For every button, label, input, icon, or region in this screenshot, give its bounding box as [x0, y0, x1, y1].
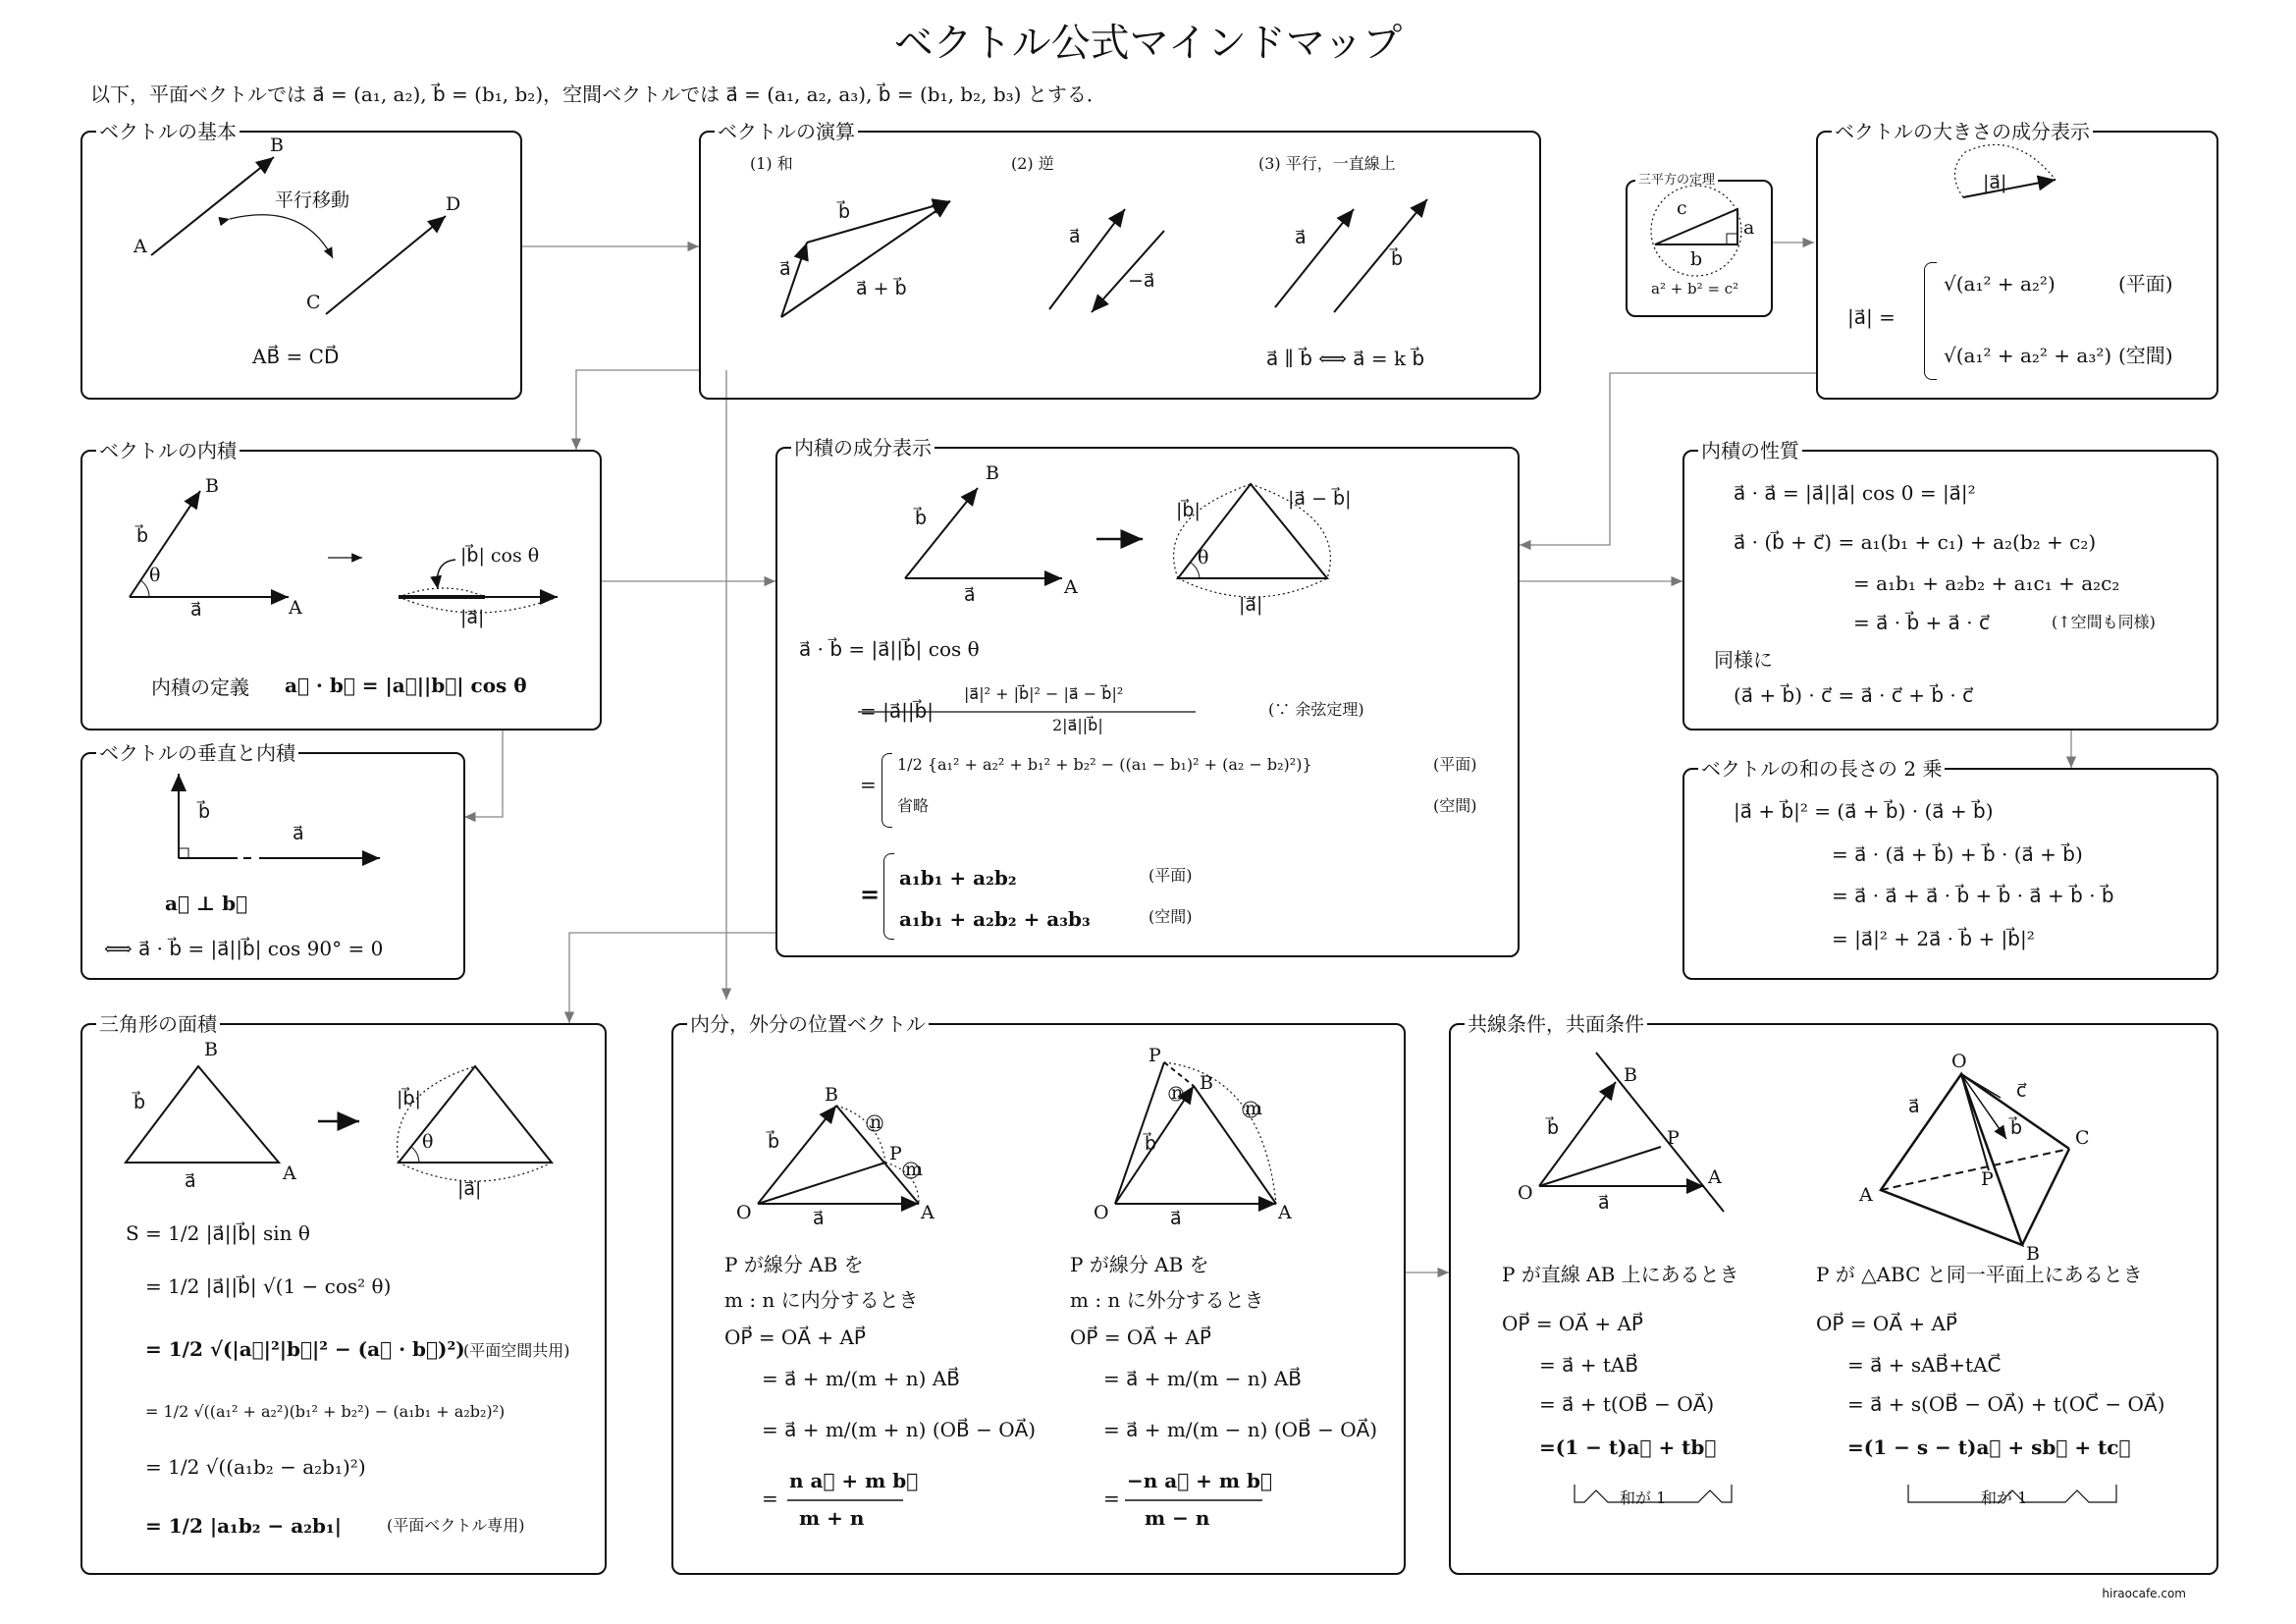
div-int-p: P — [889, 1143, 902, 1164]
page-title: ベクトル公式マインドマップ — [893, 21, 1403, 66]
triangle-area-figure — [82, 1025, 609, 1577]
col-b: B — [1624, 1064, 1637, 1086]
box-division — [671, 1012, 1406, 1575]
cop-p: P — [1981, 1168, 1994, 1190]
div-ext-result-num: −n a⃗ + m b⃗ — [1127, 1469, 1273, 1492]
neg-a-label: a⃗ — [1069, 226, 1081, 247]
division-fraction-bars — [673, 1025, 1408, 1577]
area-line-1: S = 1/2 |a⃗||b⃗| sin θ — [126, 1221, 310, 1245]
col-sum-note: 和が 1 — [1620, 1489, 1667, 1507]
dc-result-space-tag: (空間) — [1148, 907, 1193, 926]
div-ext-result-den: m − n — [1145, 1506, 1210, 1530]
div-int-line-3: OP⃗ = OA⃗ + AP⃗ — [724, 1326, 866, 1349]
box-title-basics: ベクトルの基本 — [96, 120, 240, 143]
box-vector-basics — [80, 120, 522, 400]
dc-line-4-tag: (空間) — [1433, 796, 1477, 815]
cop-line-4: = a⃗ + s(OB⃗ − OA⃗) + t(OC⃗ − OA⃗) — [1847, 1392, 2165, 1416]
dc-len-a: |a⃗| — [1239, 594, 1263, 616]
sumlen-line-1: |a⃗ + b⃗|² = (a⃗ + b⃗) · (a⃗ + b⃗) — [1734, 799, 1994, 823]
dot-projection-label: |b⃗| cos θ — [460, 545, 540, 567]
dc-a-point: A — [1064, 576, 1078, 598]
dot-b-point-label: B — [205, 475, 219, 497]
dc-b-point: B — [986, 462, 999, 484]
col-line-5: =(1 − t)a⃗ + tb⃗ — [1539, 1435, 1717, 1459]
col-p: P — [1667, 1127, 1680, 1149]
div-ext-b-vec: b⃗ — [1145, 1133, 1157, 1155]
dc-line-1: a⃗ · b⃗ = |a⃗||b⃗| cos θ — [799, 637, 980, 661]
dc-a-vec: a⃗ — [964, 584, 976, 606]
par-a-label: a⃗ — [1295, 227, 1307, 248]
props-line-5: 同様に — [1714, 648, 1773, 672]
dc-line-3-tag: (平面) — [1433, 755, 1477, 774]
point-c-label: C — [306, 292, 321, 313]
div-ext-line-2: m : n に外分するとき — [1070, 1288, 1264, 1312]
area-theta: θ — [422, 1131, 434, 1153]
props-line-3: = a₁b₁ + a₂b₂ + a₁c₁ + a₂c₂ — [1853, 571, 2120, 595]
perp-a-label: a⃗ — [293, 823, 304, 844]
perp-b-label: b⃗ — [198, 801, 211, 823]
dot-definition-label: 内積の定義 — [151, 676, 249, 699]
div-int-line-5: = a⃗ + m/(m + n) (OB⃗ − OA⃗) — [762, 1418, 1037, 1441]
div-ext-m: m — [1245, 1098, 1263, 1119]
ops-sum-heading: (1) 和 — [750, 154, 793, 173]
par-b-label: b⃗ — [1391, 248, 1404, 270]
col-o: O — [1518, 1182, 1533, 1204]
box-title-dot-components: 内積の成分表示 — [791, 436, 934, 460]
area-line-3: = 1/2 √(|a⃗|²|b⃗|² − (a⃗ · b⃗)²) — [145, 1337, 465, 1361]
ops-parallel-heading: (3) 平行，一直線上 — [1258, 154, 1396, 173]
cop-line-3: = a⃗ + sAB⃗+tAC⃗ — [1847, 1353, 2002, 1377]
area-a-vec: a⃗ — [185, 1170, 196, 1192]
div-ext-b: B — [1200, 1072, 1213, 1094]
props-line-4: = a⃗ · b⃗ + a⃗ · c⃗ — [1853, 611, 1990, 634]
col-line-1: P が直線 AB 上にあるとき — [1502, 1263, 1739, 1286]
div-int-m: m — [905, 1159, 924, 1180]
dc-len-amb: |a⃗ − b⃗| — [1288, 488, 1352, 510]
cop-line-2: OP⃗ = OA⃗ + AP⃗ — [1816, 1312, 1957, 1335]
pythag-formula: a² + b² = c² — [1651, 280, 1739, 298]
ops-neg-heading: (2) 逆 — [1011, 154, 1054, 173]
cop-c: C — [2075, 1127, 2090, 1149]
cop-line-1: P が △ABC と同一平面上にあるとき — [1816, 1263, 2143, 1286]
col-line-2: OP⃗ = OA⃗ + AP⃗ — [1502, 1312, 1643, 1335]
col-b-vec: b⃗ — [1547, 1117, 1560, 1139]
box-title-dot: ベクトルの内積 — [96, 439, 240, 462]
col-a: A — [1708, 1166, 1722, 1188]
div-int-line-4: = a⃗ + m/(m + n) AB⃗ — [762, 1367, 960, 1390]
magnitude-space: √(a₁² + a₂² + a₃²) — [1944, 344, 2112, 367]
dc-eq-1: = — [860, 773, 877, 796]
area-a-point: A — [283, 1163, 296, 1184]
div-int-a-vec: a⃗ — [813, 1208, 825, 1229]
div-int-a: A — [921, 1202, 934, 1223]
div-int-result-num: n a⃗ + m b⃗ — [789, 1469, 919, 1492]
box-title-operations: ベクトルの演算 — [715, 120, 858, 143]
box-title-division: 内分，外分の位置ベクトル — [687, 1012, 929, 1036]
props-line-1: a⃗ · a⃗ = |a⃗||a⃗| cos 0 = |a⃗|² — [1734, 481, 1976, 505]
area-line-3-tag: (平面空間共用) — [463, 1341, 570, 1360]
magnitude-plane: √(a₁² + a₂²) — [1944, 272, 2056, 296]
box-dot-components — [775, 436, 1520, 957]
cop-b-vec: b⃗ — [2010, 1117, 2023, 1139]
box-title-area: 三角形の面積 — [96, 1012, 220, 1036]
div-ext-a-vec: a⃗ — [1170, 1208, 1182, 1229]
cop-sum-note: 和が 1 — [1981, 1489, 2028, 1507]
area-b-vec: b⃗ — [133, 1092, 146, 1113]
dc-line-2-prefix: = |a⃗||b⃗| — [860, 699, 934, 723]
area-line-5: = 1/2 √((a₁b₂ − a₂b₁)²) — [145, 1455, 366, 1479]
div-int-result-den: m + n — [799, 1506, 865, 1530]
cop-o: O — [1951, 1051, 1967, 1072]
point-d-label: D — [446, 193, 461, 215]
box-vector-operations — [699, 120, 1541, 400]
parallel-move-label: 平行移動 — [275, 189, 350, 211]
cop-a: A — [1859, 1184, 1873, 1206]
magnitude-figure-label: |a⃗| — [1983, 172, 2007, 193]
cop-c-vec: c⃗ — [2016, 1080, 2027, 1102]
area-line-2: = 1/2 |a⃗||b⃗| √(1 − cos² θ) — [145, 1274, 392, 1298]
box-triangle-area — [80, 1012, 607, 1575]
perp-formula: ⟺ a⃗ · b⃗ = |a⃗||b⃗| cos 90° = 0 — [104, 937, 384, 960]
box-dot-properties — [1682, 439, 2218, 731]
dc-eq-2: = — [860, 880, 881, 908]
box-title-sum-length: ベクトルの和の長さの 2 乗 — [1698, 757, 1945, 781]
area-len-b: |b⃗| — [397, 1088, 421, 1110]
dc-line-4: 省略 — [897, 796, 930, 815]
box-collinear-coplanar — [1449, 1012, 2218, 1575]
dot-definition-formula: a⃗ · b⃗ = |a⃗||b⃗| cos θ — [285, 674, 527, 697]
box-pythagorean — [1626, 173, 1773, 317]
props-line-2: a⃗ · (b⃗ + c⃗) = a₁(b₁ + c₁) + a₂(b₂ + c₂) — [1734, 530, 2097, 554]
box-perpendicular — [80, 741, 465, 980]
intro-text: 以下，平面ベクトルでは a⃗ = (a₁, a₂), b⃗ = (b₁, b₂)，空間ベクトルでは a⃗ = (a₁, a₂, a₃), b⃗ = (b₁, b₂, b₃) とする． — [90, 82, 1106, 106]
collinear-figure — [1451, 1025, 2220, 1577]
props-line-4-tag: (↑空間も同様) — [2052, 613, 2156, 631]
area-line-4: = 1/2 √((a₁² + a₂²)(b₁² + b₂²) − (a₁b₁ + a₂b₂)²) — [145, 1402, 506, 1421]
div-ext-n: n — [1171, 1082, 1184, 1104]
col-line-3: = a⃗ + tAB⃗ — [1539, 1353, 1639, 1377]
dot-length-a-label: |a⃗| — [460, 607, 485, 628]
div-int-o: O — [736, 1202, 752, 1223]
dot-a-point-label: A — [289, 597, 302, 619]
div-ext-line-5: = a⃗ + m/(m − n) (OB⃗ − OA⃗) — [1103, 1418, 1378, 1441]
div-int-eq: = — [762, 1487, 778, 1510]
pythag-a-label: a — [1743, 217, 1755, 239]
div-int-b-vec: b⃗ — [768, 1131, 780, 1153]
area-line-6-tag: (平面ベクトル専用) — [387, 1516, 525, 1535]
div-ext-p: P — [1148, 1045, 1161, 1066]
col-a-vec: a⃗ — [1598, 1192, 1610, 1214]
magnitude-space-tag: (空間) — [2118, 344, 2173, 367]
div-ext-o: O — [1094, 1202, 1109, 1223]
cop-a-vec: a⃗ — [1908, 1096, 1920, 1117]
sum-a-label: a⃗ — [779, 258, 791, 280]
col-line-4: = a⃗ + t(OB⃗ − OA⃗) — [1539, 1392, 1715, 1416]
dot-b-vec-label: b⃗ — [136, 525, 149, 547]
area-line-6: = 1/2 |a₁b₂ − a₂b₁| — [145, 1514, 342, 1538]
div-int-n: n — [870, 1111, 882, 1133]
box-title-magnitude: ベクトルの大きさの成分表示 — [1832, 120, 2093, 143]
parallel-formula: a⃗ ∥ b⃗ ⟺ a⃗ = k b⃗ — [1266, 347, 1425, 370]
dc-len-b: |b⃗| — [1176, 500, 1201, 521]
magnitude-lhs: |a⃗| = — [1847, 305, 1896, 329]
box-magnitude — [1816, 120, 2218, 400]
magnitude-plane-tag: (平面) — [2118, 272, 2173, 296]
div-ext-eq: = — [1103, 1487, 1120, 1510]
dc-b-vec: b⃗ — [915, 508, 928, 529]
dc-line-2-tag: (∵ 余弦定理) — [1268, 700, 1364, 719]
sum-b-label: b⃗ — [838, 201, 851, 223]
div-ext-a: A — [1278, 1202, 1292, 1223]
box-dot-product — [80, 439, 602, 731]
box-title-collinear: 共線条件，共面条件 — [1465, 1012, 1647, 1036]
sumlen-line-2: = a⃗ · (a⃗ + b⃗) + b⃗ · (a⃗ + b⃗) — [1832, 842, 2083, 866]
box-title-pythagorean: 三平方の定理 — [1635, 172, 1718, 189]
div-ext-line-4: = a⃗ + m/(m − n) AB⃗ — [1103, 1367, 1302, 1390]
div-ext-line-3: OP⃗ = OA⃗ + AP⃗ — [1070, 1326, 1211, 1349]
site-credit: hiraocafe.com — [2102, 1587, 2186, 1600]
sumlen-line-4: = |a⃗|² + 2a⃗ · b⃗ + |b⃗|² — [1832, 927, 2035, 950]
dot-theta-label: θ — [149, 565, 161, 586]
point-b-label: B — [270, 135, 284, 156]
dc-line-2-denominator: 2|a⃗||b⃗| — [1052, 716, 1103, 734]
props-line-6: (a⃗ + b⃗) · c⃗ = a⃗ · c⃗ + b⃗ · c⃗ — [1734, 683, 1974, 707]
box-title-properties: 内積の性質 — [1698, 439, 1802, 462]
perp-statement: a⃗ ⊥ b⃗ — [165, 892, 248, 915]
div-int-line-1: P が線分 AB を — [724, 1253, 864, 1276]
div-int-b: B — [825, 1084, 838, 1106]
point-a-label: A — [133, 236, 147, 257]
dc-result-space: a₁b₁ + a₂b₂ + a₃b₃ — [899, 907, 1091, 931]
pythag-c-label: c — [1677, 197, 1687, 219]
div-int-line-2: m : n に内分するとき — [724, 1288, 919, 1312]
pythag-b-label: b — [1690, 248, 1703, 270]
cop-line-5: =(1 − s − t)a⃗ + sb⃗ + tc⃗ — [1847, 1435, 2131, 1459]
area-b-point: B — [204, 1039, 218, 1060]
neg-na-label: −a⃗ — [1128, 270, 1155, 292]
sum-ab-label: a⃗ + b⃗ — [856, 278, 907, 299]
basic-formula: AB⃗ = CD⃗ — [252, 345, 340, 368]
box-title-perpendicular: ベクトルの垂直と内積 — [96, 741, 298, 765]
area-len-a: |a⃗| — [457, 1178, 482, 1200]
dc-theta: θ — [1198, 547, 1209, 568]
dc-result-plane-tag: (平面) — [1148, 866, 1193, 885]
sumlen-line-3: = a⃗ · a⃗ + a⃗ · b⃗ + b⃗ · a⃗ + b⃗ · b⃗ — [1832, 884, 2114, 907]
dc-line-2-numerator: |a⃗|² + |b⃗|² − |a⃗ − b⃗|² — [964, 684, 1124, 703]
div-ext-line-1: P が線分 AB を — [1070, 1253, 1209, 1276]
dc-line-3: 1/2 {a₁² + a₂² + b₁² + b₂² − ((a₁ − b₁)² + (a₂ − b₂)²)} — [897, 755, 1312, 774]
dot-a-vec-label: a⃗ — [190, 599, 202, 621]
dc-result-plane: a₁b₁ + a₂b₂ — [899, 866, 1017, 890]
cop-b: B — [2026, 1243, 2040, 1265]
box-sum-length — [1682, 757, 2218, 980]
